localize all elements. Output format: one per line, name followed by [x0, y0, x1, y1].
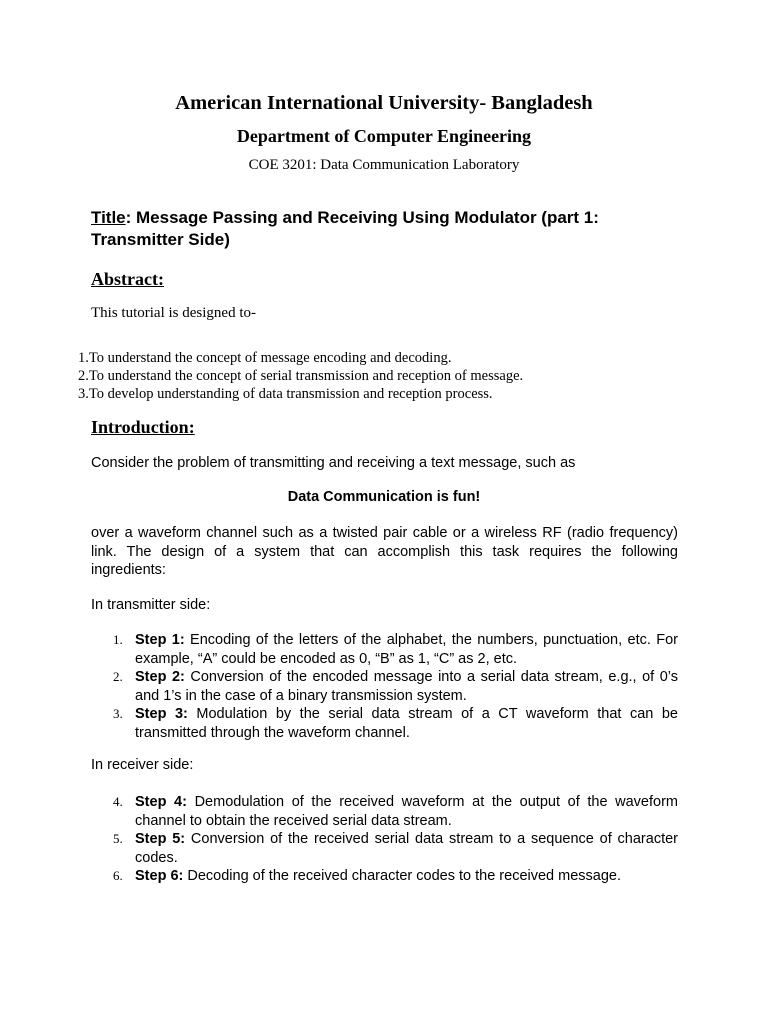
step-item — [113, 793, 678, 830]
step-number: 3. — [113, 706, 123, 721]
introduction-heading: Introduction: — [91, 417, 195, 437]
step-label: Step 4: — [135, 794, 187, 810]
introduction-lead: Consider the problem of transmitting and receiving a text message, such as — [91, 455, 576, 471]
title-label: Title — [91, 208, 126, 227]
step-text: Decoding of the received character codes to the received message. — [183, 868, 622, 884]
step-label: Step 2: — [135, 669, 185, 685]
step-item — [113, 830, 678, 867]
objectives-list — [78, 349, 523, 403]
objective-item: 3.To develop understanding of data transmission and reception process. — [78, 386, 493, 402]
introduction-paragraph: over a waveform channel such as a twisted pair cable or a wireless RF (radio frequency) link. The design of a system that can accomplish this task requires the following ingredients: — [91, 525, 678, 578]
transmitter-steps — [113, 631, 678, 742]
step-number: 2. — [113, 669, 123, 684]
step-number: 4. — [113, 794, 123, 809]
step-text: Conversion of the received serial data stream to a sequence of character codes. — [135, 831, 678, 866]
step-number: 6. — [113, 868, 123, 883]
step-label: Step 6: — [135, 868, 184, 884]
receiver-label: In receiver side: — [91, 757, 194, 773]
step-text: Modulation by the serial data stream of a CT waveform that can be transmitted through the waveform channel. — [135, 706, 679, 741]
document-title — [91, 207, 691, 251]
step-text: Conversion of the encoded message into a serial data stream, e.g., of 0’s and 1’s in the case of a binary transmission system. — [135, 669, 679, 704]
course-title: COE 3201: Data Communication Laboratory — [248, 157, 520, 173]
abstract-heading: Abstract: — [91, 269, 164, 289]
department-name: Department of Computer Engineering — [236, 126, 532, 146]
step-item — [113, 631, 678, 668]
title-text: : Message Passing and Receiving Using Modulator (part 1: Transmitter Side) — [91, 208, 599, 249]
step-label: Step 3: — [135, 706, 188, 722]
receiver-steps — [113, 793, 678, 886]
example-message: Data Communication is fun! — [287, 489, 481, 505]
objective-item: 2.To understand the concept of serial transmission and reception of message. — [78, 368, 524, 384]
abstract-intro: This tutorial is designed to- — [91, 305, 256, 321]
university-name: American International University- Bangladesh — [175, 92, 593, 114]
step-item — [113, 867, 678, 886]
transmitter-label: In transmitter side: — [91, 597, 211, 613]
step-label: Step 1: — [135, 632, 185, 648]
step-text: Demodulation of the received waveform at the output of the waveform channel to obtain the received serial data stream. — [135, 794, 678, 829]
step-item — [113, 668, 678, 705]
step-number: 1. — [113, 632, 123, 647]
step-number: 5. — [113, 831, 123, 846]
step-item — [113, 705, 678, 742]
step-text: Encoding of the letters of the alphabet, the numbers, punctuation, etc. For example, “A” could be encoded as 0, “B” as 1, “C” as 2, etc. — [135, 632, 678, 667]
step-label: Step 5: — [135, 831, 186, 847]
objective-item: 1.To understand the concept of message encoding and decoding. — [78, 350, 452, 366]
